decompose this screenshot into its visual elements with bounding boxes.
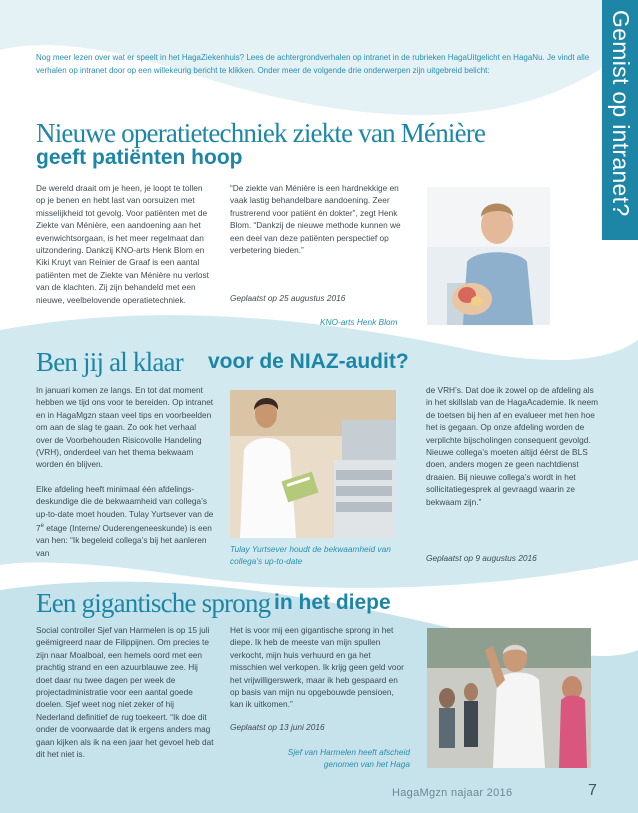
article2-caption: Tulay Yurtsever houdt de bekwaamheid van collega’s up-to-date xyxy=(230,544,391,566)
article1-title-bold: geeft patiënten hoop xyxy=(36,146,243,169)
article2-photo xyxy=(230,390,396,538)
article3-caption: Sjef van Harmelen heeft afscheid genomen van het Haga xyxy=(287,747,410,769)
page-number: 7 xyxy=(588,782,597,799)
article2-col3: de VRH’s. Dat doe ik zowel op de afdeling als in het skillslab van de HagaAcademie. Ik neem de toetsen bij hen af en evalueer met hen hoe het is gegaan. Op onze afdeling worden de verplichte bijscholingen consequent gevolgd. Nieuwe collega’s moeten altijd éérst de BLS doen, anders mogen ze geen nachtdienst draaien. Bij nieuwe collega’s wordt in het sollicitatiegesprek al gevraagd waarin ze bekwaam zijn.” xyxy=(426,385,599,507)
article2-col1-p2-sup: e xyxy=(40,523,44,530)
article3-col1: Social controller Sjef van Harmelen is op 15 juli geëmigreerd naar de Filippijnen. Om precies te zijn naar Moalboal, een hemels oord met een prachtig strand en een azuurblauwe zee. Hij doet daar nu twee dagen per week de projectadministratie voor een aantal goede doelen. Sjef weet nog niet zeker of hij Nederland definitief de rug toekeert. “Ik doe dit onder de voorwaarde dat ik ergens anders mag gaan kijken als ik na een jaar het gevoel heb dat dit het niet is. xyxy=(36,625,214,760)
article2-col1-p2b: etage (Interne/ Ouderengeneeskunde) is een van hen: “Ik begeleid collega’s bij het aanleren van xyxy=(36,522,212,558)
article2-col1-p1: In januari komen ze langs. En tot dat moment hebben we tijd ons voor te bereiden. Op intranet en in HagaMgzn staan veel tips en voorbeelden om aan de slag te gaan. Zo ook het verhaal over de Voorbehouden Risicovolle Handeling (VRH), onderdeel van het thema bekwaam worden én blijven. xyxy=(36,385,214,470)
article1-col2: “De ziekte van Ménière is een hardnekkige en vaak lastig behandelbare aandoening. Zeer frustrerend voor patiënt én dokter”, zegt Henk Blom. “Dankzij de nieuwe methode kunnen we een deel van deze patiënten perspectief op verbetering bieden.” xyxy=(230,183,401,256)
article2-title-serif: Ben jij al klaar xyxy=(36,347,183,377)
article1-title-serif: Nieuwe operatietechniek ziekte van Ménière xyxy=(36,118,486,148)
article2-posted: Geplaatst op 9 augustus 2016 xyxy=(426,553,537,563)
article1-photo xyxy=(427,187,550,325)
article3-title-bold: in het diepe xyxy=(274,591,391,614)
article2-title-bold: voor de NIAZ-audit? xyxy=(208,350,409,373)
article3-title-serif: Een gigantische sprong xyxy=(36,588,271,618)
article2-col1-p2 xyxy=(36,483,214,559)
article3-col2: Het is voor mij een gigantische sprong in het diepe. Ik heb de meeste van mijn spullen verkocht, mijn huis verhuurd en ga het misschien wel verkopen. Ik krijg geen geld voor het vrijwilligerswerk, maar ik heb gespaard en op basis van mijn nu opgebouwde pensioen, kan ik uitkomen.” xyxy=(230,625,404,710)
article1-col1: De wereld draait om je heen, je loopt te tollen op je benen en hebt last van oorsuizen met misselijkheid tot gevolg. Voor patiënten met de Ziekte van Ménière, een aandoening aan het evenwichtsorgaan, is het meer regelmaat dan uitzondering. Dankzij KNO-arts Henk Blom en Kiki Kruyt van Reinier de Graaf is een aantal patiënten met de Ziekte van Ménière nu verlost van de klachten. Zij zijn behandeld met een nieuwe, veelbelovende operatietechniek. xyxy=(36,183,209,305)
article1-caption: KNO-arts Henk Blom xyxy=(320,317,398,327)
article3-posted: Geplaatst op 13 juni 2016 xyxy=(230,722,325,732)
article3-photo xyxy=(427,628,591,768)
intro-text: Nog meer lezen over wat er speelt in het HagaZiekenhuis? Lees de achtergrondverhalen op intranet in de rubrieken HagaUitgelicht en HagaNu. Je vindt alle verhalen op intranet door op een willekeurig bericht te klikken. Onder meer de volgende drie onderwerpen zijn uitgebreid belicht: xyxy=(36,53,590,75)
article2-col1-p2a: Elke afdeling heeft minimaal één afdelingsdeskundige die de bekwaamheid van collega’s up-to-date moet houden. Tulay Yurtsever van de 7 xyxy=(36,483,214,533)
article2-col1 xyxy=(36,384,214,571)
side-tab-label: Gemist op intranet? xyxy=(608,10,634,217)
footer-magazine: HagaMgzn najaar 2016 xyxy=(392,787,513,799)
article1-posted: Geplaatst op 25 augustus 2016 xyxy=(230,293,346,303)
side-tab xyxy=(602,0,638,240)
